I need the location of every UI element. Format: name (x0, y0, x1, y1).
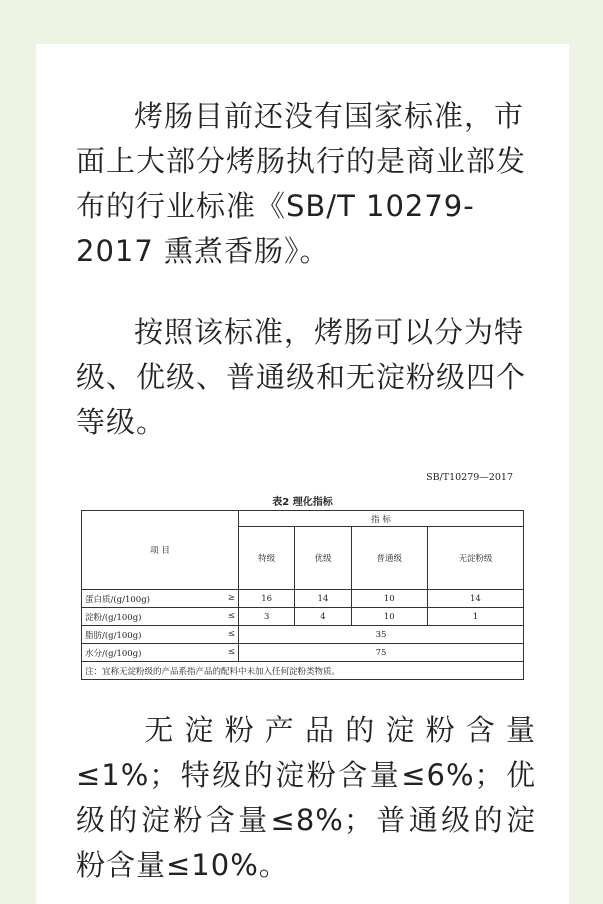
paragraph-intro (76, 94, 536, 274)
grade-ordinary: 普通级 (351, 527, 427, 590)
table-cell-merged: 35 (239, 626, 524, 644)
grade-special: 特级 (239, 527, 295, 590)
article-card (36, 44, 569, 904)
header-index: 指 标 (239, 511, 524, 527)
standard-code: SB/T10279—2017 (426, 472, 513, 483)
paragraph-starch (76, 708, 536, 888)
table-cell: 14 (427, 590, 523, 608)
paragraph-intro-text: 烤肠目前还没有国家标准，市面上大部分烤肠执行的是商业部发布的行业标准《SB/T 10279-2017 熏煮香肠》。 (76, 99, 527, 268)
paragraph-starch-text: 无淀粉产品的淀粉含量≤1%；特级的淀粉含量≤6%；优级的淀粉含量≤8%；普通级的淀粉含量≤10%。 (76, 713, 536, 882)
grade-excellent: 优级 (295, 527, 351, 590)
table-row (82, 590, 524, 608)
table-cell: 1 (427, 608, 523, 626)
table-cell: 10 (351, 590, 427, 608)
table-header-row (82, 511, 524, 527)
table-title: 表2 理化指标 (272, 497, 333, 508)
row-label: 淀粉/(g/100g) ≤ (82, 608, 239, 626)
table-cell: 16 (239, 590, 295, 608)
table-cell: 10 (351, 608, 427, 626)
paragraph-grades-text: 按照该标准，烤肠可以分为特级、优级、普通级和无淀粉级四个等级。 (76, 315, 527, 439)
table-cell-merged: 75 (239, 644, 524, 662)
table-row (82, 626, 524, 644)
grade-starch-free: 无淀粉级 (427, 527, 523, 590)
row-label: 水分/(g/100g) ≤ (82, 644, 239, 662)
table-cell: 4 (295, 608, 351, 626)
table-note: 注：宜称无淀粉级的产品系指产品的配料中未加入任何淀粉类物质。 (82, 662, 524, 680)
header-item: 项 目 (82, 511, 239, 590)
table-cell: 14 (295, 590, 351, 608)
table-row (82, 644, 524, 662)
physicochemical-table (81, 510, 524, 680)
row-label: 蛋白质/(g/100g) ≥ (82, 590, 239, 608)
table-note-row (82, 662, 524, 680)
table-row (82, 608, 524, 626)
row-label: 脂肪/(g/100g) ≤ (82, 626, 239, 644)
paragraph-grades (76, 310, 536, 445)
table-cell: 3 (239, 608, 295, 626)
